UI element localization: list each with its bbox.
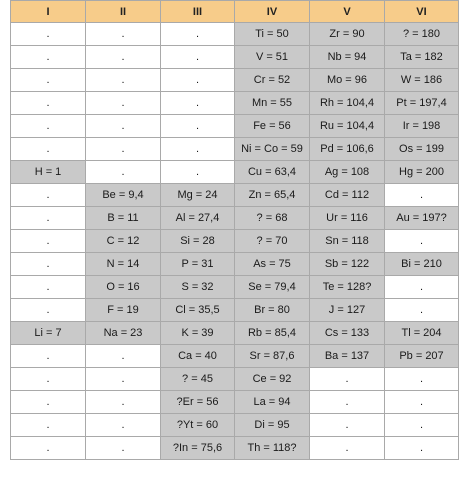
table-row (11, 414, 459, 437)
element-cell: . (86, 414, 161, 437)
element-cell: . (385, 391, 459, 414)
element-cell: . (11, 184, 86, 207)
element-cell: . (86, 391, 161, 414)
element-cell: Rb = 85,4 (235, 322, 310, 345)
element-cell: Os = 199 (385, 138, 459, 161)
element-cell: Ba = 137 (310, 345, 385, 368)
element-cell: . (86, 92, 161, 115)
element-cell: Bi = 210 (385, 253, 459, 276)
table-row (11, 276, 459, 299)
element-cell: Nb = 94 (310, 46, 385, 69)
element-cell: . (86, 69, 161, 92)
element-cell: W = 186 (385, 69, 459, 92)
element-cell: Di = 95 (235, 414, 310, 437)
element-cell: Te = 128? (310, 276, 385, 299)
table-row (11, 437, 459, 460)
element-cell: B = 11 (86, 207, 161, 230)
element-cell: Ce = 92 (235, 368, 310, 391)
element-cell: Ag = 108 (310, 161, 385, 184)
element-cell: Na = 23 (86, 322, 161, 345)
element-cell: . (86, 23, 161, 46)
element-cell: . (385, 299, 459, 322)
element-cell: Rh = 104,4 (310, 92, 385, 115)
element-cell: Zn = 65,4 (235, 184, 310, 207)
element-cell: ?In = 75,6 (161, 437, 235, 460)
header-cell: I (11, 1, 86, 23)
element-cell: Tl = 204 (385, 322, 459, 345)
element-cell: N = 14 (86, 253, 161, 276)
element-cell: . (11, 437, 86, 460)
element-cell: Be = 9,4 (86, 184, 161, 207)
element-cell: . (385, 230, 459, 253)
element-cell: . (161, 138, 235, 161)
element-cell: ? = 45 (161, 368, 235, 391)
element-cell: Sb = 122 (310, 253, 385, 276)
element-cell: ? = 180 (385, 23, 459, 46)
element-cell: Ir = 198 (385, 115, 459, 138)
element-cell: Mn = 55 (235, 92, 310, 115)
element-cell: La = 94 (235, 391, 310, 414)
element-cell: . (11, 138, 86, 161)
element-cell: Li = 7 (11, 322, 86, 345)
table-row (11, 230, 459, 253)
table-row (11, 368, 459, 391)
element-cell: . (11, 345, 86, 368)
element-cell: . (11, 46, 86, 69)
table-row (11, 69, 459, 92)
table-row (11, 46, 459, 69)
element-cell: F = 19 (86, 299, 161, 322)
header-cell: II (86, 1, 161, 23)
element-cell: . (11, 23, 86, 46)
element-cell: . (11, 207, 86, 230)
table-row (11, 299, 459, 322)
element-cell: J = 127 (310, 299, 385, 322)
table-row (11, 23, 459, 46)
element-cell: Mo = 96 (310, 69, 385, 92)
element-cell: Si = 28 (161, 230, 235, 253)
table-row (11, 391, 459, 414)
element-cell: . (161, 46, 235, 69)
element-cell: . (11, 414, 86, 437)
element-cell: . (385, 276, 459, 299)
element-cell: . (161, 69, 235, 92)
element-cell: Ca = 40 (161, 345, 235, 368)
table-row (11, 207, 459, 230)
element-cell: Pt = 197,4 (385, 92, 459, 115)
element-cell: . (11, 230, 86, 253)
element-cell: . (161, 161, 235, 184)
element-cell: . (86, 345, 161, 368)
element-cell: . (161, 92, 235, 115)
periodic-table (10, 0, 459, 460)
element-cell: . (310, 414, 385, 437)
element-cell: Al = 27,4 (161, 207, 235, 230)
element-cell: Th = 118? (235, 437, 310, 460)
table-row (11, 322, 459, 345)
element-cell: Sn = 118 (310, 230, 385, 253)
element-cell: Mg = 24 (161, 184, 235, 207)
element-cell: . (11, 92, 86, 115)
element-cell: Cd = 112 (310, 184, 385, 207)
element-cell: . (86, 368, 161, 391)
element-cell: . (11, 115, 86, 138)
element-cell: Ti = 50 (235, 23, 310, 46)
element-cell: . (86, 437, 161, 460)
element-cell: Zr = 90 (310, 23, 385, 46)
element-cell: H = 1 (11, 161, 86, 184)
element-cell: . (385, 184, 459, 207)
element-cell: S = 32 (161, 276, 235, 299)
element-cell: . (11, 391, 86, 414)
element-cell: Se = 79,4 (235, 276, 310, 299)
header-cell: III (161, 1, 235, 23)
element-cell: Pb = 207 (385, 345, 459, 368)
element-cell: ?Yt = 60 (161, 414, 235, 437)
table-row (11, 92, 459, 115)
element-cell: Cl = 35,5 (161, 299, 235, 322)
element-cell: Pd = 106,6 (310, 138, 385, 161)
element-cell: . (11, 253, 86, 276)
element-cell: . (161, 23, 235, 46)
table-row (11, 138, 459, 161)
element-cell: Br = 80 (235, 299, 310, 322)
header-row (11, 1, 459, 23)
element-cell: . (11, 69, 86, 92)
element-cell: ?Er = 56 (161, 391, 235, 414)
element-cell: . (11, 276, 86, 299)
table-row (11, 345, 459, 368)
header-cell: V (310, 1, 385, 23)
element-cell: P = 31 (161, 253, 235, 276)
element-cell: Cu = 63,4 (235, 161, 310, 184)
element-cell: Ur = 116 (310, 207, 385, 230)
element-cell: . (385, 414, 459, 437)
header-cell: IV (235, 1, 310, 23)
element-cell: V = 51 (235, 46, 310, 69)
element-cell: Cr = 52 (235, 69, 310, 92)
element-cell: ? = 70 (235, 230, 310, 253)
table-row (11, 115, 459, 138)
header-cell: VI (385, 1, 459, 23)
table-row (11, 161, 459, 184)
element-cell: . (11, 368, 86, 391)
element-cell: . (310, 391, 385, 414)
element-cell: Ni = Co = 59 (235, 138, 310, 161)
element-cell: O = 16 (86, 276, 161, 299)
element-cell: . (86, 46, 161, 69)
element-cell: Cs = 133 (310, 322, 385, 345)
element-cell: . (86, 161, 161, 184)
element-cell: . (310, 368, 385, 391)
element-cell: . (385, 368, 459, 391)
element-cell: Ru = 104,4 (310, 115, 385, 138)
table-row (11, 253, 459, 276)
element-cell: . (161, 115, 235, 138)
element-cell: . (310, 437, 385, 460)
table-row (11, 184, 459, 207)
element-cell: Fe = 56 (235, 115, 310, 138)
element-cell: ? = 68 (235, 207, 310, 230)
element-cell: Sr = 87,6 (235, 345, 310, 368)
element-cell: Hg = 200 (385, 161, 459, 184)
element-cell: . (86, 138, 161, 161)
element-cell: . (86, 115, 161, 138)
element-cell: C = 12 (86, 230, 161, 253)
element-cell: . (11, 299, 86, 322)
element-cell: Ta = 182 (385, 46, 459, 69)
element-cell: K = 39 (161, 322, 235, 345)
element-cell: . (385, 437, 459, 460)
element-cell: Au = 197? (385, 207, 459, 230)
element-cell: As = 75 (235, 253, 310, 276)
